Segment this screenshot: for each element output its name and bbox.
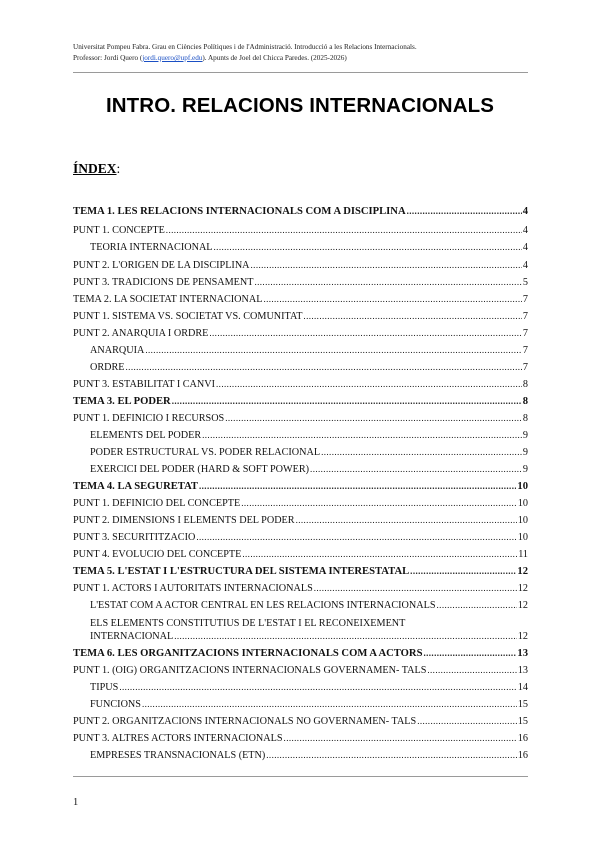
toc-entry-tema-6[interactable] <box>73 648 528 665</box>
toc-leader <box>423 648 516 658</box>
toc-entry-text: PODER ESTRUCTURAL VS. PODER RELACIONAL <box>90 447 321 458</box>
toc-leader <box>310 464 522 474</box>
header-line-2 <box>73 53 528 64</box>
toc-entry-text: PUNT 2. ANARQUIA I ORDRE <box>73 328 209 339</box>
toc-leader <box>172 396 522 406</box>
toc-page-number: 10 <box>517 498 528 509</box>
toc-entry-tema-2[interactable] <box>73 294 528 311</box>
toc-entry-subsection[interactable] <box>73 617 528 648</box>
toc-page-number: 8 <box>522 379 528 390</box>
toc-entry-text: ANARQUIA <box>90 345 145 356</box>
toc-leader <box>266 750 517 760</box>
toc-entry-punt[interactable] <box>73 498 528 515</box>
toc-leader <box>314 583 517 593</box>
toc-page-number: 12 <box>517 631 528 642</box>
toc-leader <box>216 379 522 389</box>
toc-entry-text: FUNCIONS <box>90 699 141 710</box>
index-label: ÍNDEX <box>73 161 117 176</box>
toc-entry-text: TEMA 4. LA SEGURETAT <box>73 481 198 492</box>
toc-entry-punt[interactable] <box>73 413 528 430</box>
toc-page-number: 7 <box>522 294 528 305</box>
toc-page-number: 7 <box>522 345 528 356</box>
toc-leader <box>196 532 516 542</box>
toc-leader <box>241 498 517 508</box>
toc-entry-subsection[interactable] <box>73 682 528 699</box>
toc-entry-punt[interactable] <box>73 665 528 682</box>
toc-leader <box>242 549 517 559</box>
table-of-contents <box>73 206 528 767</box>
toc-page-number: 9 <box>522 430 528 441</box>
toc-page-number: 12 <box>517 566 528 577</box>
header-line-1: Universitat Pompeu Fabra. Grau en Ciències Polítiques i de l'Administració. Introducció a les Relacions Internacionals. <box>73 43 417 51</box>
toc-entry-text: PUNT 1. DEFINICIÓ I RECURSOS <box>73 413 225 424</box>
toc-leader <box>119 682 517 692</box>
index-colon: : <box>116 161 121 176</box>
toc-entry-punt[interactable] <box>73 733 528 750</box>
toc-entry-text: PUNT 2. ORGANITZACIONS INTERNACIONALS NO GOVERNAMEN- TALS <box>73 716 417 727</box>
toc-entry-punt[interactable] <box>73 379 528 396</box>
toc-entry-text: PUNT 2. L'ORIGEN DE LA DISCIPLINA <box>73 260 250 271</box>
toc-page-number: 10 <box>517 532 528 543</box>
toc-page-number: 13 <box>517 665 528 676</box>
toc-entry-text: TEMA 5. L'ESTAT I L'ESTRUCTURA DEL SISTEMA INTERESTATAL <box>73 566 410 577</box>
toc-entry-tema-4[interactable] <box>73 481 528 498</box>
toc-entry-punt[interactable] <box>73 277 528 294</box>
toc-entry-text: PUNT 3. ESTABILITAT I CANVI <box>73 379 216 390</box>
toc-entry-tema-5[interactable] <box>73 566 528 583</box>
toc-leader <box>410 566 516 576</box>
toc-entry-subsection[interactable] <box>73 447 528 464</box>
toc-entry-text: EXERCICI DEL PODER (HARD & SOFT POWER) <box>90 464 310 475</box>
toc-page-number: 5 <box>522 277 528 288</box>
toc-page-number: 7 <box>522 328 528 339</box>
toc-page-number: 7 <box>522 311 528 322</box>
toc-entry-subsection[interactable] <box>73 464 528 481</box>
toc-entry-text: TEMA 6. LES ORGANITZACIONS INTERNACIONALS COM A ACTORS <box>73 648 423 659</box>
toc-entry-text: ELEMENTS DEL PODER <box>90 430 202 441</box>
toc-entry-text: ORDRE <box>90 362 125 373</box>
toc-leader <box>199 481 516 491</box>
toc-leader <box>427 665 516 675</box>
toc-page-number: 16 <box>517 733 528 744</box>
toc-leader <box>174 630 517 643</box>
email-link[interactable]: jordi.quero@upf.edu <box>142 54 203 62</box>
toc-page-number: 4 <box>522 206 528 217</box>
toc-page-number: 8 <box>522 413 528 424</box>
toc-page-number: 4 <box>522 225 528 236</box>
toc-page-number: 15 <box>517 699 528 710</box>
toc-entry-subsection[interactable] <box>73 242 528 260</box>
toc-entry-subsection[interactable] <box>73 345 528 362</box>
toc-entry-text-line-2: INTERNACIONAL <box>90 631 174 642</box>
toc-leader <box>417 716 517 726</box>
toc-leader <box>145 345 522 355</box>
footer-divider <box>73 776 528 777</box>
toc-entry-subsection[interactable] <box>73 430 528 447</box>
toc-page-number: 12 <box>517 600 528 611</box>
toc-entry-text: PUNT 4. EVOLUCIÓ DEL CONCEPTE <box>73 549 242 560</box>
toc-leader <box>437 600 517 610</box>
toc-entry-punt[interactable] <box>73 515 528 532</box>
header-divider <box>73 72 528 73</box>
toc-entry-text: TEORIA INTERNACIONAL <box>90 242 213 253</box>
toc-page-number: 11 <box>518 549 528 560</box>
toc-entry-subsection[interactable] <box>73 600 528 617</box>
toc-entry-text: PUNT 1. DEFINICIÓ DEL CONCEPTE <box>73 498 241 509</box>
header-professor: Professor: Jordi Quero ( <box>73 54 143 62</box>
toc-page-number: 13 <box>517 648 528 659</box>
toc-leader <box>251 260 522 270</box>
toc-leader <box>209 328 522 338</box>
toc-page-number: 7 <box>522 362 528 373</box>
toc-leader <box>166 225 522 235</box>
toc-leader <box>142 699 517 709</box>
toc-page-number: 10 <box>517 481 528 492</box>
toc-entry-subsection[interactable] <box>73 699 528 716</box>
toc-leader <box>214 242 522 252</box>
toc-entry-punt[interactable] <box>73 583 528 600</box>
toc-entry-punt[interactable] <box>73 260 528 277</box>
toc-entry-text: L'ESTAT COM A ACTOR CENTRAL EN LES RELACIONS INTERNACIONALS <box>90 600 436 611</box>
toc-entry-text: PUNT 3. TRADICIONS DE PENSAMENT <box>73 277 254 288</box>
toc-leader <box>202 430 522 440</box>
toc-entry-text: TEMA 3. EL PODER <box>73 396 171 407</box>
toc-entry-text-line-1: ELS ELEMENTS CONSTITUTIUS DE L'ESTAT I EL RECONEIXEMENT <box>90 618 406 629</box>
toc-leader <box>407 206 522 216</box>
toc-entry-text: PUNT 1. ACTORS I AUTORITATS INTERNACIONALS <box>73 583 313 594</box>
toc-entry-punt[interactable] <box>73 225 528 242</box>
toc-entry-text: TEMA 2. LA SOCIETAT INTERNACIONAL <box>73 294 263 305</box>
toc-page-number: 4 <box>522 260 528 271</box>
page-number: 1 <box>73 797 79 808</box>
toc-entry-line-2 <box>90 630 528 643</box>
toc-page-number: 4 <box>522 242 528 253</box>
toc-entry-subsection[interactable] <box>73 362 528 379</box>
index-heading <box>73 161 120 177</box>
toc-entry-tema-1[interactable] <box>73 206 528 225</box>
toc-entry-punt[interactable] <box>73 311 528 328</box>
toc-entry-text: PUNT 1. CONCEPTE <box>73 225 165 236</box>
toc-leader <box>303 311 521 321</box>
toc-page-number: 12 <box>517 583 528 594</box>
toc-entry-subsection[interactable] <box>73 750 528 767</box>
document-title: INTRO. RELACIONS INTERNACIONALS <box>105 94 495 117</box>
toc-page-number: 9 <box>522 464 528 475</box>
toc-leader <box>321 447 522 457</box>
toc-entry-text: PUNT 1. (OIG) ORGANITZACIONS INTERNACIONALS GOVERNAMEN- TALS <box>73 665 427 676</box>
toc-leader <box>225 413 522 423</box>
toc-entry-text: PUNT 1. SISTEMA VS. SOCIETAT VS. COMUNITAT <box>73 311 303 322</box>
toc-entry-tema-3[interactable] <box>73 396 528 413</box>
toc-entry-punt[interactable] <box>73 328 528 345</box>
toc-entry-text: TIPUS <box>90 682 119 693</box>
toc-entry-punt[interactable] <box>73 716 528 733</box>
toc-leader <box>126 362 522 372</box>
toc-entry-text: PUNT 2. DIMENSIONS I ELEMENTS DEL PODER <box>73 515 295 526</box>
toc-entry-text: PUNT 3. ALTRES ACTORS INTERNACIONALS <box>73 733 283 744</box>
toc-leader <box>263 294 521 304</box>
toc-entry-punt[interactable] <box>73 549 528 566</box>
toc-page-number: 14 <box>517 682 528 693</box>
toc-page-number: 10 <box>517 515 528 526</box>
toc-page-number: 16 <box>517 750 528 761</box>
header-author: ). Apunts de Joel del Chicca Paredes. (2025-2026) <box>202 54 347 62</box>
toc-entry-text: TEMA 1. LES RELACIONS INTERNACIONALS COM A DISCIPLINA <box>73 206 406 217</box>
toc-leader <box>296 515 517 525</box>
toc-entry-punt[interactable] <box>73 532 528 549</box>
toc-entry-text: EMPRESES TRANSNACIONALS (ETN) <box>90 750 266 761</box>
toc-page-number: 15 <box>517 716 528 727</box>
toc-leader <box>284 733 517 743</box>
toc-page-number: 8 <box>522 396 528 407</box>
running-header <box>73 42 528 64</box>
toc-page-number: 9 <box>522 447 528 458</box>
toc-entry-text: PUNT 3. SECURITITZACIÓ <box>73 532 196 543</box>
toc-leader <box>254 277 521 287</box>
